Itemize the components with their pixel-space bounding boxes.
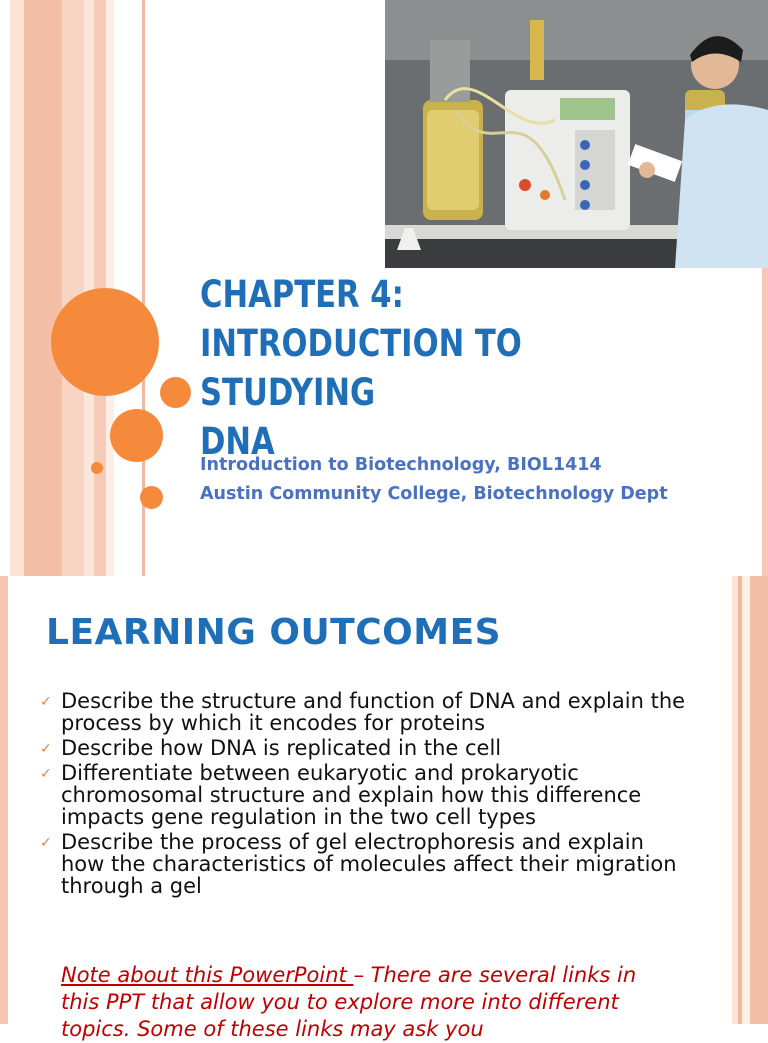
title-line: INTRODUCTION TO STUDYING — [200, 322, 522, 414]
section-heading — [46, 612, 501, 653]
decor-circle — [140, 486, 163, 509]
note-label: Note about this PowerPoint — [61, 963, 354, 987]
decor-stripe — [750, 576, 768, 1024]
list-item — [40, 690, 690, 734]
course-name: Introduction to Biotechnology, BIOL1414 — [200, 455, 602, 475]
check-icon: ✓ — [40, 741, 52, 757]
learning-outcomes-slide — [0, 576, 768, 1041]
list-item — [40, 737, 690, 759]
outcome-list — [40, 690, 690, 900]
decor-stripe — [742, 576, 750, 1024]
list-item-text: Describe the structure and function of DNA and explain the process by which it encodes for proteins — [61, 689, 686, 735]
decor-stripe — [62, 0, 84, 576]
list-item-text: Describe the process of gel electrophoresis and explain how the characteristics of molecules affect their migration through a gel — [61, 830, 677, 898]
check-icon: ✓ — [40, 766, 52, 782]
note-text: – There are several links in this PPT that allow you to explore more into different topics. Some of these links may ask you — [61, 963, 637, 1041]
slide-subtitle — [200, 453, 670, 511]
check-icon: ✓ — [40, 835, 52, 851]
decor-stripe — [0, 576, 8, 1024]
list-item — [40, 831, 690, 897]
list-item-text: Describe how DNA is replicated in the cell — [61, 736, 502, 760]
list-item — [40, 762, 690, 828]
title-line: CHAPTER 4: — [200, 273, 404, 316]
check-icon: ✓ — [40, 694, 52, 710]
slide-title — [200, 270, 678, 466]
title-line: DNA — [200, 420, 275, 463]
list-item-text: Differentiate between eukaryotic and prokaryotic chromosomal structure and explain how this difference impacts gene regulation in the two cell types — [61, 761, 642, 829]
institution-name: Austin Community College, Biotechnology Dept — [200, 484, 668, 504]
decor-circle — [51, 288, 159, 396]
decor-stripe — [10, 0, 24, 576]
decor-stripe — [24, 0, 62, 576]
section-heading-text: LEARNING OUTCOMES — [46, 612, 502, 653]
decor-circle — [91, 462, 103, 474]
powerpoint-note — [61, 962, 681, 1043]
decor-stripe — [84, 0, 94, 576]
decor-circle — [110, 409, 163, 462]
decor-circle — [160, 377, 191, 408]
lab-photo — [385, 0, 768, 268]
